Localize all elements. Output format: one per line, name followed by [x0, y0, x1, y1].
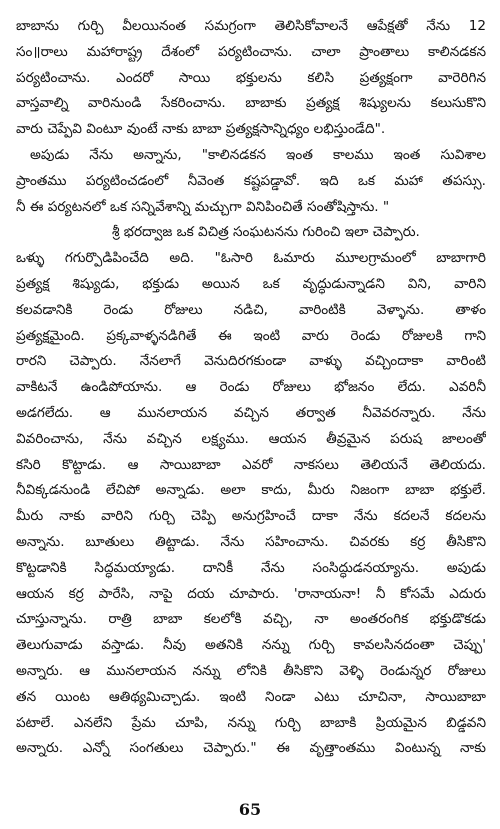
text-line-9: శ్రీ భరద్వాజ ఒక విచిత్ర సంఘటనను గురించి ఇలా చెప్పారు.: [112, 224, 420, 241]
text-line-19: నీవిక్కడనుండి లేచిపో అన్నాడు. అలా కాదు, మీరు నిజంగా బాబా భక్తులే.: [16, 482, 486, 499]
text-line-15: వాకిటనే ఉండిపోయాను. ఆ రెండు రోజులు భోజనం లేదు. ఎవరినీ: [16, 379, 486, 396]
text-line-4: వాస్తవాల్ని వారినుండి సేకరించాను. బాబాకు ప్రత్యక్ష శిష్యులను కలుసుకొని: [16, 95, 486, 112]
text-line-1: బాబాను గుర్చి వీలయినంత సమగ్రంగా తెలిసికోవాలనే ఆపేక్షతో నేను 12: [16, 18, 486, 34]
page-number: 65: [238, 800, 262, 819]
text-line-22: కొట్టడానికి సిద్ధమయ్యాడు. దానికీ నేను సంసిద్ధుడనయ్యాను. అపుడు: [16, 559, 486, 576]
text-line-5: వారు చెప్పేవి వింటూ వుంటే నాకు బాబా ప్రత్యక్షసాన్నిధ్యం లభిస్తుండేది".: [16, 121, 386, 138]
text-line-16: అడగలేదు. ఆ మునలాయన వచ్చిన తర్వాత నీవెవరన్నారు. నేను: [16, 404, 486, 421]
text-line-20: మీరు నాకు వారిని గుర్చి చెప్పి అనుగ్రహించే దాకా నేను కదలనే కదలను: [16, 508, 486, 525]
text-line-28: పటాలే. ఎనలేని ప్రేమ చూపి, నన్ను గుర్చి బాబాకి ప్రియమైన బిడ్డవని: [16, 714, 486, 731]
text-line-27: తన యింట ఆతిథ్యమిచ్చాడు. ఇంటి నిండా ఎటు చూచినా, సాయిబాబా: [16, 688, 486, 705]
text-line-7: ప్రాంతము పర్యటించడంలో నీవెంత కష్టపడ్డావో. ఇది ఒక మహా తపస్సు.: [16, 172, 486, 189]
text-line-29: అన్నారు. ఎన్నో సంగతులు చెప్పారు." ఈ వృత్తాంతము వింటున్న నాకు: [16, 740, 486, 757]
text-line-21: అన్నాను. బూతులు తిట్టాడు. నేను సహించాను. చివరకు కర్ర తీసికొని: [16, 533, 486, 550]
text-line-23: ఆయన కర్ర పారేసి, నాపై దయ చూపారు. 'రానాయనా! నీ కోసమే ఎదురు: [16, 585, 486, 602]
text-line-2: సం॥రాలు మహారాష్ట్ర దేశంలో పర్యటించాను. చాలా ప్రాంతాలు కాలినడకన: [16, 43, 486, 60]
text-line-6: అపుడు నేను అన్నాను, "కాలినడకన ఇంత కాలము ఇంత సువిశాల: [30, 146, 486, 163]
text-line-26: అన్నారు. ఆ మునలాయన నన్ను లోనికి తీసికొని వెళ్ళి రెండున్నర రోజులు: [16, 662, 486, 679]
text-line-25: తెలుగువాడు వస్తాడు. నీవు అతనికి నన్ను గుర్చి కావలసినదంతా చెప్పు': [16, 637, 486, 654]
text-line-11: ప్రత్యక్ష శిష్యుడు, భక్తుడు అయిన ఒక వృద్ధుడున్నాడని విని, వారిని: [16, 275, 486, 292]
text-line-24: చూస్తున్నాను. రాత్రి బాబా కలలోకి వచ్చి, నా అంతరంగిక భక్తుడొకడు: [16, 611, 486, 628]
text-line-10: ఒళ్ళు గగుర్పొడిపించేది అది. "ఓసారి ఓమారు మూలగ్రామంలో బాబాగారి: [16, 250, 486, 267]
text-line-8: నీ ఈ పర్యటనలో ఒక సన్నివేశాన్ని మచ్చుగా వినిపించితే సంతోషిస్తాను. ": [16, 198, 390, 215]
text-line-13: ప్రత్యక్షమైంది. ప్రక్కవాళ్ళనడిగితే ఈ ఇంటి వారు రెండు రోజులకి గాని: [16, 327, 486, 344]
text-line-12: కలవడానికి రెండు రోజులు నడిచి, వారింటికి వెళ్ళాను. తాళం: [16, 301, 486, 318]
text-body: [16, 14, 486, 794]
text-line-3: పర్యటించాను. ఎందరో సాయి భక్తులను కలిసి ప్రత్యక్షంగా వారెరిగిన: [16, 69, 486, 86]
text-line-17: వివరించాను, నేను వచ్చిన లక్ష్యము. ఆయన తీవ్రమైన పరుష జాలంతో: [16, 430, 486, 447]
text-line-18: కసిరి కొట్టాడు. ఆ సాయిబాబా ఎవరో నాకసలు తెలియనే తెలియదు.: [16, 456, 486, 473]
text-line-14: రారని చెప్పారు. నేనలాగే వెనుదిరగకుండా వాళ్ళు వచ్చిందాకా వారింటి: [16, 353, 486, 370]
